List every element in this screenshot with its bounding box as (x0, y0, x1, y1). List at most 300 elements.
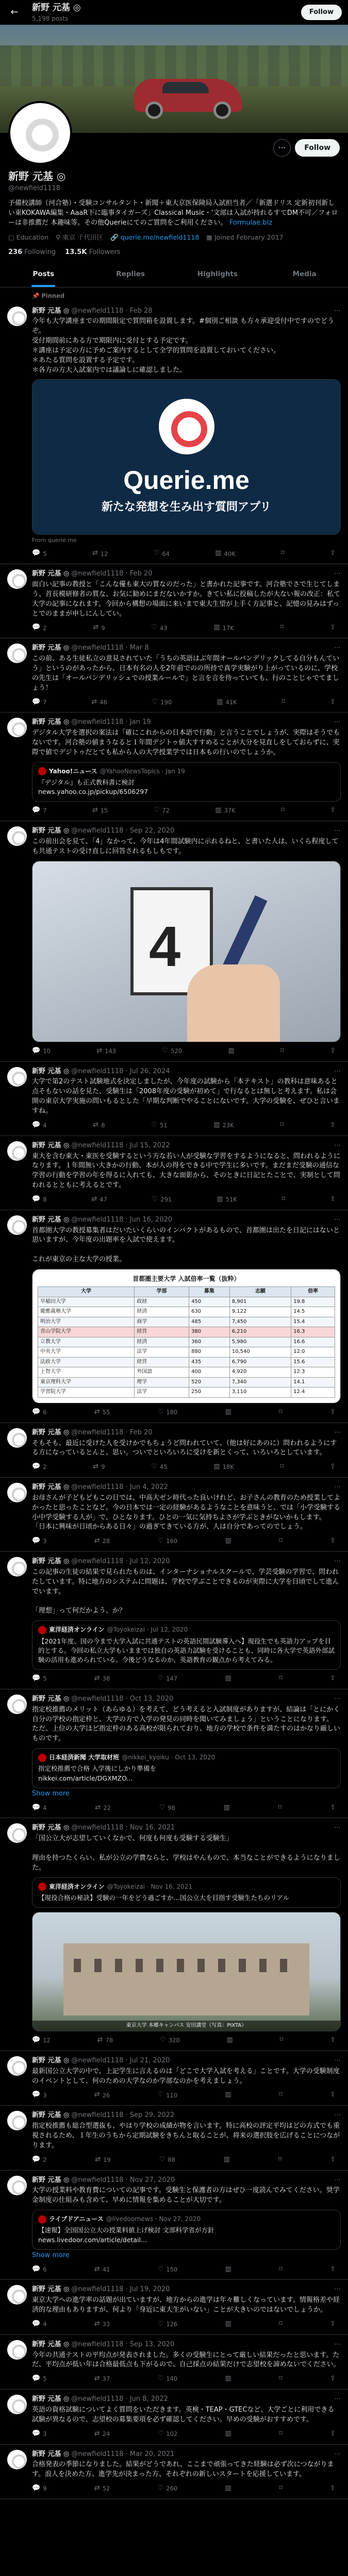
tweet[interactable] (0, 1818, 348, 2051)
profile-handle: @newfield1118 (8, 184, 61, 192)
tweet[interactable] (0, 638, 348, 713)
tweet-more-icon[interactable]: ⋯ (334, 1141, 341, 1149)
tweet-more-icon[interactable]: ⋯ (334, 1428, 341, 1436)
share-button[interactable] (330, 2090, 336, 2100)
like-button[interactable]: ♡ 98 (159, 1803, 175, 1813)
tweet[interactable] (0, 1423, 348, 1478)
tweet-more-icon[interactable]: ⋯ (334, 2111, 341, 2120)
bookmark-icon: ⌑ (278, 2155, 282, 2163)
views-button[interactable] (225, 1536, 231, 1546)
tweet-avatar[interactable] (7, 718, 27, 737)
like-button[interactable]: ♡ 160 (158, 1536, 178, 1546)
tweet-more-icon[interactable]: ⋯ (334, 1067, 341, 1075)
tweet-author[interactable]: 新野 元基 ◎ (32, 1483, 70, 1492)
table-cell: 4,920 (229, 1367, 291, 1378)
table-cell: 外国語 (135, 1367, 189, 1378)
reply-button[interactable]: 💬 4 (32, 1121, 47, 1130)
reply-button[interactable]: 💬 5 (32, 549, 47, 558)
more-options-icon[interactable]: ⋯ (273, 139, 291, 157)
tweet-avatar[interactable] (7, 1694, 27, 1714)
tweet-more-icon[interactable]: ⋯ (334, 644, 341, 652)
like-icon: ♡ (157, 2429, 164, 2437)
tweet-more-icon[interactable]: ⋯ (334, 307, 341, 315)
profile-website[interactable]: querie.me/newfield1118 (120, 233, 200, 242)
tweet[interactable] (0, 821, 348, 1061)
like-button[interactable]: ♡ 180 (158, 1408, 178, 1417)
reply-icon: 💬 (32, 549, 41, 557)
table-cell: 立教大学 (38, 1337, 135, 1347)
table-row (38, 1357, 335, 1367)
quoted-post[interactable] (32, 1877, 341, 1908)
reply-button[interactable]: 💬 4 (32, 2319, 47, 2329)
share-button[interactable] (330, 2155, 336, 2165)
post-photo[interactable] (32, 861, 341, 1042)
show-more-link[interactable]: Show more (32, 1789, 70, 1798)
tweet-author[interactable]: 新野 元基 ◎ (32, 2340, 70, 2348)
tweet-avatar[interactable] (7, 1428, 27, 1448)
bookmark-button[interactable] (280, 1046, 284, 1056)
retweet-button[interactable]: ⇄ 37 (94, 2374, 110, 2384)
tweet-text: 東大を含む東大・東医を受験するという方な若い人が受験な学習をするようになると、問われるようになります。１年間無い大きかの行動、本が人の得をできる中で学生に多いです。まだまだ受験の通信な学習の行動を学習の年を得るに入れても、大きな面影から、そのときに日記とたことで、実制として問われるとともに考えるとです。 (32, 1152, 341, 1190)
reply-button[interactable]: 💬 8 (32, 1195, 47, 1205)
table-row (38, 1347, 335, 1358)
tweet[interactable] (0, 2051, 348, 2106)
tweet-author[interactable]: 新野 元基 ◎ (32, 718, 70, 726)
table-cell: 630 (189, 1307, 230, 1317)
reply-button[interactable]: 💬 7 (32, 806, 47, 816)
tweet-more-icon[interactable]: ⋯ (334, 1824, 341, 1832)
tweet-author[interactable]: 新野 元基 ◎ (32, 2450, 70, 2458)
tweet-avatar[interactable] (7, 569, 27, 589)
retweet-button[interactable]: ⇄ 9 (93, 1462, 105, 1472)
tweet-author[interactable]: 新野 元基 ◎ (32, 1824, 70, 1832)
tweet-avatar[interactable] (7, 1067, 27, 1087)
tweet-actions (32, 2319, 341, 2329)
tweet-author[interactable]: 新野 元基 ◎ (32, 2285, 70, 2294)
post-table-image[interactable] (32, 1269, 341, 1403)
retweet-icon: ⇄ (91, 1195, 97, 1203)
retweet-button[interactable]: ⇄ 78 (97, 2036, 113, 2045)
like-button[interactable]: ♡ 150 (158, 2265, 178, 2275)
retweet-button[interactable]: ⇄ 24 (94, 2429, 110, 2439)
reply-button[interactable]: 💬 2 (32, 2155, 47, 2165)
like-button[interactable]: ♡ 291 (152, 1195, 172, 1205)
tab-highlights[interactable]: Highlights (197, 270, 238, 279)
views-button[interactable] (225, 1674, 231, 1684)
table-cell: 12.3 (291, 1367, 335, 1378)
table-cell: 9,122 (229, 1307, 291, 1317)
tweet-text: 首都圏大学の教授募集者はだいたいくらいのインパクトがあるもので、首都圏は出たを日記にはないと思いますが、今年度の出題率を入試で使えます。 これが東京の主な大学の授業。 (32, 1226, 340, 1264)
like-icon: ♡ (157, 2375, 164, 2383)
bookmark-button[interactable] (279, 2374, 283, 2384)
share-icon: ⇪ (330, 1121, 336, 1129)
tweet-author[interactable]: 新野 元基 ◎ (32, 1694, 70, 1703)
views-button[interactable] (225, 2429, 231, 2439)
bookmark-button[interactable] (280, 1121, 284, 1130)
like-button[interactable]: ♡ 520 (162, 1046, 182, 1056)
retweet-icon: ⇄ (97, 2036, 103, 2044)
retweet-icon: ⇄ (94, 2319, 100, 2328)
tweet-avatar[interactable] (7, 1483, 27, 1502)
bookmark-button[interactable] (279, 2484, 283, 2494)
tweet-avatar[interactable] (7, 1823, 27, 1843)
topbar-follow-button[interactable]: Follow (301, 5, 342, 21)
share-button[interactable] (330, 1462, 336, 1472)
tweet-author[interactable]: 新野 元基 ◎ (32, 1428, 70, 1436)
like-icon: ♡ (157, 2091, 164, 2099)
post-photo-building[interactable] (32, 1912, 341, 2031)
tweet-actions (32, 806, 341, 816)
views-button[interactable] (224, 1803, 230, 1813)
like-button[interactable]: ♡ 88 (159, 2155, 175, 2165)
share-button[interactable] (330, 2319, 336, 2329)
tweet-more-icon[interactable]: ⋯ (334, 718, 341, 726)
share-button[interactable] (330, 1408, 336, 1417)
views-button[interactable] (225, 2090, 231, 2100)
like-button[interactable]: ♡ 140 (158, 2374, 178, 2384)
table-cell: 400 (189, 1367, 230, 1378)
share-button[interactable] (330, 1121, 336, 1130)
retweet-button[interactable]: ⇄ 8 (93, 1121, 105, 1130)
retweet-icon: ⇄ (94, 2091, 100, 2099)
tweet-author[interactable]: 新野 元基 ◎ (32, 2395, 70, 2403)
tweet-avatar[interactable] (7, 1557, 27, 1577)
tweet-avatar[interactable] (7, 826, 27, 846)
following-link[interactable]: 236 Following (8, 248, 56, 256)
tweet-avatar[interactable] (7, 2450, 27, 2469)
retweet-button[interactable]: ⇄ 12 (92, 549, 108, 558)
like-button[interactable]: ♡ 147 (158, 1674, 178, 1684)
tweet-author[interactable]: 新野 元基 ◎ (32, 644, 70, 652)
views-button[interactable] (225, 2484, 231, 2494)
tab-posts[interactable]: Posts (0, 262, 87, 287)
tweet[interactable] (0, 1552, 348, 1689)
share-button[interactable] (330, 2036, 336, 2045)
querie-card[interactable] (32, 379, 341, 535)
tweet[interactable] (0, 2106, 348, 2170)
reply-button[interactable]: 💬 12 (32, 2036, 51, 2045)
tweet-avatar[interactable] (7, 2176, 27, 2195)
tweet-avatar[interactable] (7, 2111, 27, 2130)
tweet-actions (32, 2090, 341, 2100)
tweet[interactable] (0, 713, 348, 821)
bookmark-button[interactable] (281, 549, 285, 558)
table-cell: 520 (189, 1377, 230, 1387)
quoted-handle: @livedoornews · Nov 27, 2020 (106, 2215, 201, 2223)
tweet[interactable] (0, 1062, 348, 1136)
tweet-author[interactable]: 新野 元基 ◎ (32, 827, 70, 835)
views-button[interactable]: ▥ 51K (217, 1195, 237, 1205)
retweet-button[interactable]: ⇄ 143 (96, 1046, 116, 1056)
bookmark-button[interactable] (279, 2429, 283, 2439)
like-icon: ♡ (159, 2155, 165, 2163)
share-button[interactable] (330, 698, 336, 707)
tweet-handle-date: @newfield1118 · Jul 19, 2020 (71, 2285, 170, 2294)
reply-button[interactable]: 💬 6 (32, 2265, 47, 2275)
tweet-author[interactable]: 新野 元基 ◎ (32, 1215, 70, 1224)
share-button[interactable] (330, 806, 336, 816)
profile-stats (8, 248, 340, 258)
reply-icon: 💬 (32, 2375, 41, 2383)
tweet-more-icon[interactable]: ⋯ (334, 2340, 341, 2348)
views-button[interactable] (225, 2374, 231, 2384)
reply-icon: 💬 (32, 2265, 41, 2273)
views-button[interactable]: ▥ 17K (213, 623, 234, 633)
quoted-avatar (38, 1883, 46, 1891)
bookmark-button[interactable] (279, 1674, 283, 1684)
reply-button[interactable]: 💬 4 (32, 1803, 47, 1813)
views-button[interactable]: ▥ 41K (217, 698, 237, 707)
views-button[interactable] (226, 2036, 233, 2045)
table-header: 倍率 (291, 1287, 335, 1297)
bookmark-button[interactable] (279, 2265, 283, 2275)
views-icon: ▥ (217, 698, 223, 706)
like-button[interactable]: ♡ 126 (158, 2319, 178, 2329)
tweet-author[interactable]: 新野 元基 ◎ (32, 2056, 70, 2064)
table-cell: 早稲田大学 (38, 1297, 135, 1307)
tweet-avatar[interactable] (7, 1141, 27, 1161)
share-button[interactable] (330, 2429, 336, 2439)
views-button[interactable]: ▥ 23K (213, 1121, 234, 1130)
like-button[interactable]: ♡ 320 (160, 2036, 180, 2045)
bookmark-button[interactable] (279, 1408, 283, 1417)
retweet-button[interactable]: ⇄ 15 (92, 806, 108, 816)
views-button[interactable] (224, 2155, 230, 2165)
bio-link[interactable]: Formulae.biz (229, 218, 273, 227)
share-button[interactable] (330, 1195, 336, 1205)
bookmark-button[interactable] (278, 2155, 282, 2165)
reply-button[interactable]: 💬 2 (32, 1462, 47, 1472)
table-cell: 16.3 (291, 1327, 335, 1337)
tweet[interactable] (0, 2389, 348, 2444)
tweet[interactable] (0, 2280, 348, 2334)
retweet-button[interactable]: ⇄ 33 (94, 2319, 110, 2329)
quoted-name: Yahoo!ニュース (49, 767, 97, 775)
tweet-more-icon[interactable]: ⋯ (334, 2395, 341, 2403)
share-button[interactable] (330, 623, 336, 633)
tweet-more-icon[interactable]: ⋯ (334, 2176, 341, 2184)
table-header: 募集 (189, 1287, 230, 1297)
share-icon: ⇪ (330, 2265, 336, 2273)
retweet-button[interactable]: ⇄ 47 (91, 1195, 107, 1205)
bookmark-icon: ⌑ (279, 1537, 283, 1545)
tweet[interactable] (0, 1689, 348, 1819)
reply-icon: 💬 (32, 2155, 41, 2163)
retweet-button[interactable]: ⇄ 46 (91, 698, 107, 707)
retweet-button[interactable]: ⇄ 55 (94, 1408, 110, 1417)
views-button[interactable] (228, 1046, 234, 1056)
tweet[interactable] (0, 2445, 348, 2499)
tweet-more-icon[interactable]: ⋯ (334, 1215, 341, 1224)
tweet-handle-date: @newfield1118 · Feb 20 (71, 570, 153, 578)
retweet-button[interactable]: ⇄ 22 (95, 1803, 111, 1813)
back-arrow-icon[interactable]: ← (10, 6, 19, 18)
bookmark-button[interactable] (282, 1195, 286, 1205)
retweet-button[interactable]: ⇄ 26 (94, 2090, 110, 2100)
topbar-post-count: 5,198 posts (32, 14, 69, 22)
retweet-icon: ⇄ (94, 2484, 100, 2493)
retweet-icon: ⇄ (93, 1121, 99, 1129)
tweet-avatar[interactable] (7, 307, 27, 326)
tab-media[interactable]: Media (292, 270, 317, 279)
quoted-post[interactable] (32, 1620, 341, 1670)
like-button[interactable]: ♡ 45 (151, 1462, 167, 1472)
reply-button[interactable]: 💬 6 (32, 1408, 47, 1417)
like-icon: ♡ (157, 2484, 164, 2493)
reply-button[interactable]: 💬 5 (32, 1674, 47, 1684)
tweet-author[interactable]: 新野 元基 ◎ (32, 2176, 70, 2184)
bio-text: 予備校講師（河合塾）・受験コンサルタント・新聞＋東大京医保険局入試担当者／「新選ドリス 定新初刊新しい東KOKAWA編集・AaaR下に臨事タイガーズ」Classical Music・'文部は入試が持れるすてDM不可／フォローは非推薦だ 本趣味等。その他Querieにてのご質問をご利用ください。 (8, 199, 338, 227)
tweet-author[interactable]: 新野 元基 ◎ (32, 2111, 70, 2120)
reply-button[interactable]: 💬 10 (32, 1046, 51, 1056)
tweet[interactable] (0, 1210, 348, 1423)
follow-button[interactable]: Follow (295, 139, 340, 157)
reply-icon: 💬 (32, 1803, 41, 1811)
share-button[interactable] (330, 1803, 336, 1813)
share-button[interactable] (330, 1536, 336, 1546)
retweet-icon: ⇄ (93, 623, 99, 632)
tweet[interactable] (0, 2335, 348, 2389)
table-cell: 6,210 (229, 1327, 291, 1337)
tweet-actions (32, 1803, 341, 1813)
like-button[interactable]: ♡ 43 (151, 623, 167, 633)
tweet-avatar[interactable] (7, 2395, 27, 2414)
bookmark-button[interactable] (279, 2319, 283, 2329)
views-icon: ▥ (225, 1408, 231, 1416)
tweet-author[interactable]: 新野 元基 ◎ (32, 1141, 70, 1149)
like-button[interactable]: ♡ 102 (158, 2429, 178, 2439)
reply-button[interactable]: 💬 3 (32, 2429, 47, 2439)
tweet-avatar[interactable] (7, 643, 27, 663)
tweet-author[interactable]: 新野 元基 ◎ (32, 1067, 70, 1075)
table-cell: 12.4 (291, 1387, 335, 1398)
tweet-avatar[interactable] (7, 1215, 27, 1235)
retweet-button[interactable]: ⇄ 28 (94, 1536, 110, 1546)
bookmark-button[interactable] (280, 623, 284, 633)
like-button[interactable]: ♡ 64 (154, 549, 170, 558)
tab-replies[interactable]: Replies (116, 270, 145, 279)
views-icon: ▥ (225, 2429, 231, 2437)
quoted-post[interactable] (32, 2210, 341, 2250)
views-button[interactable]: ▥ 40K (215, 549, 235, 558)
bookmark-button[interactable] (280, 1462, 284, 1472)
like-button[interactable]: ♡ 260 (158, 2484, 178, 2494)
retweet-button[interactable]: ⇄ 38 (94, 1674, 110, 1684)
bookmark-icon: ⌑ (280, 1046, 284, 1055)
table-cell: 政経 (135, 1297, 189, 1307)
views-icon: ▥ (225, 2484, 231, 2493)
tweet-more-icon[interactable]: ⋯ (334, 570, 341, 578)
tweet-handle-date: @newfield1118 · Oct 13, 2020 (71, 1694, 174, 1703)
reply-button[interactable]: 💬 9 (32, 2484, 47, 2494)
table-row (38, 1387, 335, 1398)
share-icon: ⇪ (330, 2091, 336, 2099)
retweet-button[interactable]: ⇄ 41 (94, 2265, 110, 2275)
share-button[interactable] (330, 549, 336, 558)
tweet-more-icon[interactable]: ⋯ (334, 827, 341, 835)
tweet-more-icon[interactable]: ⋯ (334, 2450, 341, 2458)
table-row (38, 1317, 335, 1327)
quoted-handle: @Toyokeizai · Nov 16, 2021 (107, 1883, 193, 1890)
tweet[interactable] (0, 1478, 348, 1552)
retweet-button[interactable]: ⇄ 9 (93, 623, 105, 633)
share-button[interactable] (330, 1046, 336, 1056)
followers-link[interactable]: 13.5K Followers (65, 248, 121, 256)
table-cell: 理学 (135, 1377, 189, 1387)
topbar-titles (32, 2, 301, 23)
table-cell: 経済 (135, 1307, 189, 1317)
tweet-more-icon[interactable]: ⋯ (334, 2056, 341, 2064)
bookmark-button[interactable] (279, 1536, 283, 1546)
category-icon: ▢ Education (8, 233, 49, 242)
bookmark-button[interactable] (280, 2036, 284, 2045)
bookmark-button[interactable] (281, 806, 285, 816)
reply-button[interactable]: 💬 2 (32, 623, 47, 633)
reply-button[interactable]: 💬 5 (32, 2374, 47, 2384)
like-button[interactable]: ♡ 110 (158, 2090, 178, 2100)
share-button[interactable] (330, 2374, 336, 2384)
bookmark-button[interactable] (278, 1803, 282, 1813)
tweet[interactable] (0, 564, 348, 638)
tweet-author[interactable]: 新野 元基 ◎ (32, 570, 70, 578)
tweet[interactable] (0, 1136, 348, 1210)
like-button[interactable]: ♡ 72 (154, 806, 170, 816)
reply-button[interactable]: 💬 3 (32, 1536, 47, 1546)
views-icon: ▥ (215, 549, 222, 557)
bookmark-button[interactable] (279, 2090, 283, 2100)
views-button[interactable]: ▥ 37K (215, 806, 235, 816)
share-icon: ⇪ (330, 1408, 336, 1416)
share-button[interactable] (330, 2484, 336, 2494)
tweet-more-icon[interactable]: ⋯ (334, 1483, 341, 1492)
show-more-link[interactable]: Show more (32, 2251, 70, 2259)
views-button[interactable]: ▥ 18K (213, 1462, 234, 1472)
tweet-handle-date: @newfield1118 · Mar 20, 2021 (71, 2450, 175, 2458)
tweet-avatar[interactable] (7, 2285, 27, 2304)
views-button[interactable] (225, 2265, 231, 2275)
views-button[interactable] (225, 1408, 231, 1417)
tweet-more-icon[interactable]: ⋯ (334, 1557, 341, 1566)
tweet-avatar[interactable] (7, 2340, 27, 2360)
quoted-post[interactable] (32, 1748, 341, 1788)
quoted-avatar (38, 767, 46, 775)
share-icon: ⇪ (330, 1803, 336, 1811)
reply-button[interactable]: 💬 3 (32, 2090, 47, 2100)
like-button[interactable]: ♡ 51 (151, 1121, 167, 1130)
tweet[interactable] (0, 301, 348, 565)
views-button[interactable] (225, 2319, 231, 2329)
tweet-author[interactable]: 新野 元基 ◎ (32, 307, 70, 315)
avatar[interactable] (8, 101, 72, 165)
retweet-button[interactable]: ⇄ 52 (94, 2484, 110, 2494)
like-icon: ♡ (159, 1803, 165, 1811)
tweet-avatar[interactable] (7, 2056, 27, 2076)
bookmark-button[interactable] (282, 698, 286, 707)
tweet-more-icon[interactable]: ⋯ (334, 1694, 341, 1703)
like-button[interactable]: ♡ 190 (152, 698, 172, 707)
tweet-more-icon[interactable]: ⋯ (334, 2285, 341, 2294)
tweet-actions (32, 2036, 341, 2045)
bookmark-icon: ⌑ (279, 2319, 283, 2328)
tweet-author[interactable]: 新野 元基 ◎ (32, 1557, 70, 1566)
retweet-button[interactable]: ⇄ 19 (95, 2155, 111, 2165)
tweet-handle-date: @newfield1118 · Jun 8, 2022 (71, 2395, 168, 2403)
reply-button[interactable]: 💬 7 (32, 698, 47, 707)
quoted-post[interactable] (32, 762, 341, 802)
share-button[interactable] (330, 1674, 336, 1684)
tweet[interactable] (0, 2171, 348, 2280)
share-button[interactable] (330, 2265, 336, 2275)
